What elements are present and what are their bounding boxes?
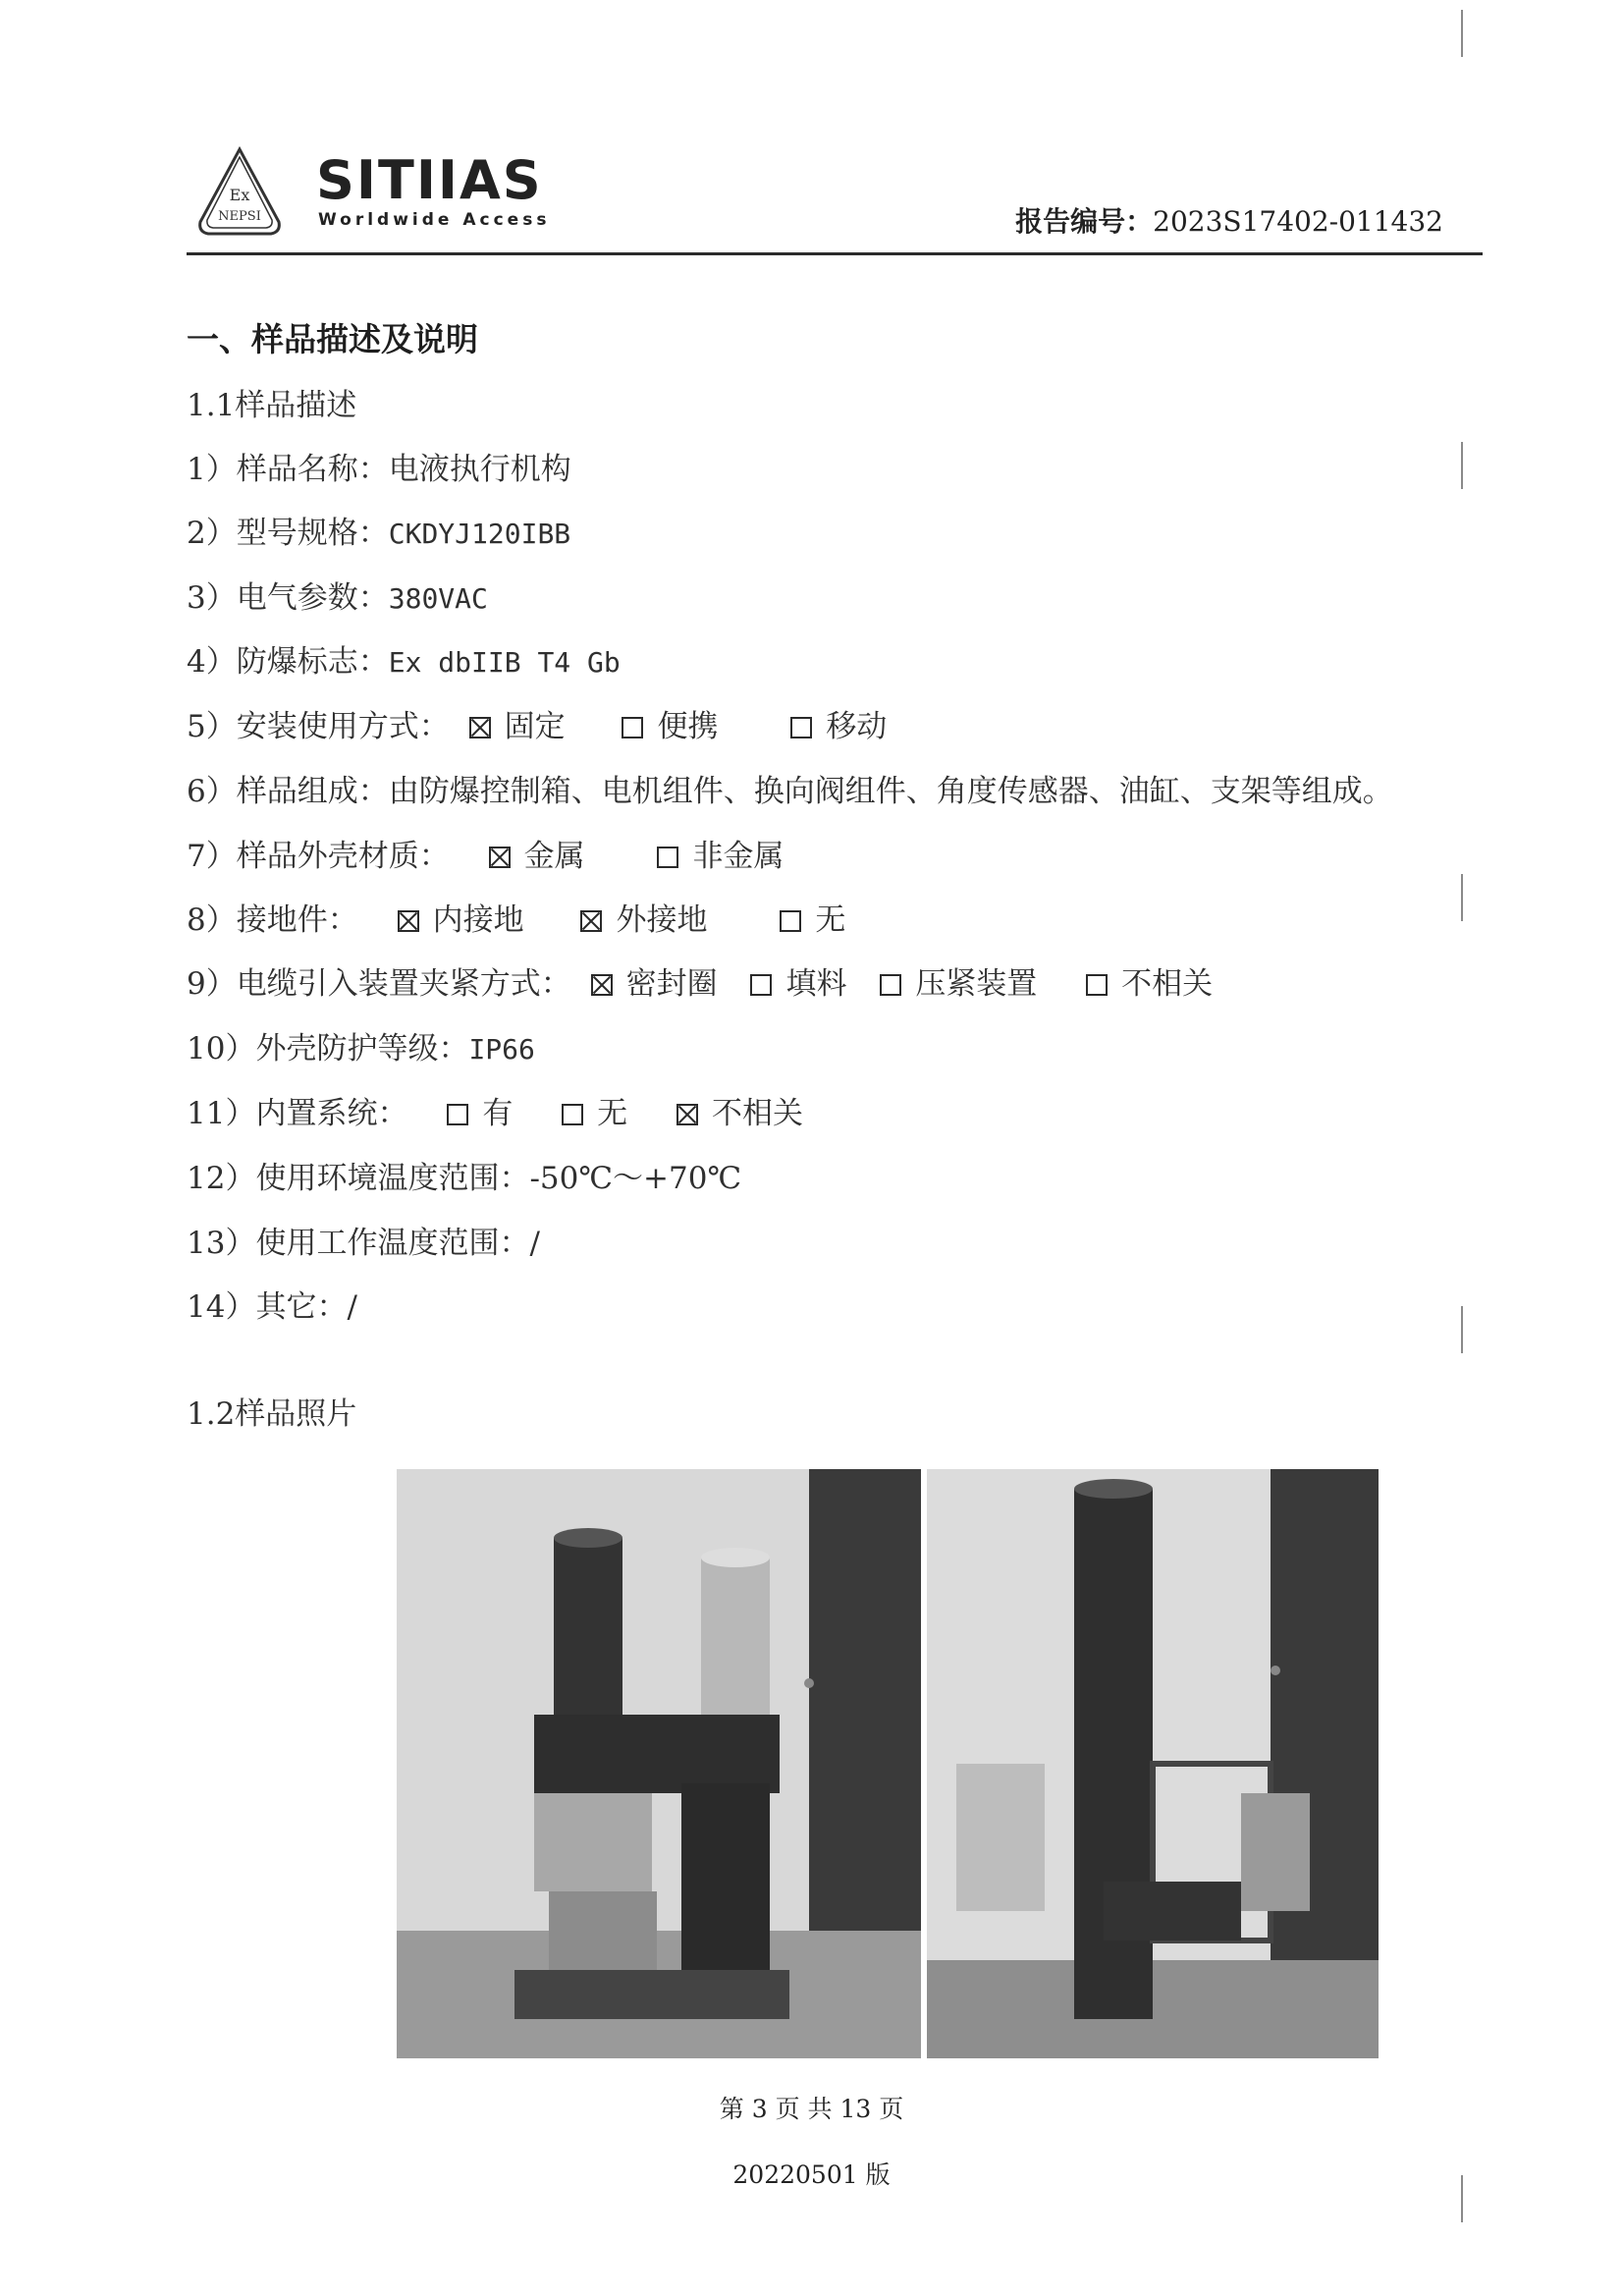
item-working-temperature	[187, 1218, 540, 1262]
item-sample-name	[187, 444, 571, 488]
option-mobile: 移动	[790, 701, 887, 745]
item-electrical-params	[187, 573, 488, 617]
brand-logo	[316, 149, 552, 238]
item-label: 14）其它：	[187, 1289, 348, 1325]
version-stamp: 20220501 版	[732, 2160, 891, 2189]
item-value: -50℃～+70℃	[529, 1161, 742, 1196]
header-divider	[187, 252, 1483, 255]
scan-artifact	[1461, 442, 1463, 489]
subsection-sample-photos: 1.2样品照片	[187, 1396, 357, 1432]
item-label: 6）样品组成：	[187, 774, 389, 809]
item-value: 由防爆控制箱、电机组件、换向阀组件、角度传感器、油缸、支架等组成。	[388, 774, 1393, 809]
checkbox-unchecked	[1086, 974, 1108, 996]
item-model	[187, 508, 570, 552]
option-compression-device: 压紧装置	[880, 958, 1037, 1003]
item-label: 11）内置系统：	[187, 1096, 408, 1131]
svg-text:NEPSI: NEPSI	[218, 209, 261, 224]
scan-artifact	[1461, 874, 1463, 921]
checkbox-unchecked	[657, 847, 678, 868]
item-label: 7）样品外壳材质：	[187, 839, 450, 874]
option-metal: 金属	[489, 831, 585, 875]
checkbox-unchecked	[750, 974, 772, 996]
option-not-applicable: 不相关	[1086, 958, 1213, 1003]
scan-artifact	[1461, 1306, 1463, 1353]
checkbox-unchecked	[880, 974, 901, 996]
item-value: Ex dbIIB T4 Gb	[388, 646, 621, 679]
item-value: IP66	[468, 1033, 535, 1066]
item-label: 13）使用工作温度范围：	[187, 1226, 530, 1261]
option-portable: 便携	[622, 701, 718, 745]
item-enclosure-material	[187, 831, 784, 875]
checkbox-unchecked	[622, 717, 643, 738]
option-fixed: 固定	[469, 701, 566, 745]
item-ip-rating	[187, 1023, 535, 1067]
checkbox-unchecked	[447, 1104, 468, 1125]
item-label: 2）型号规格：	[187, 516, 389, 551]
item-label: 3）电气参数：	[187, 580, 389, 616]
checkbox-checked	[591, 974, 613, 996]
sample-photo-side	[927, 1469, 1379, 2058]
page-number: 第 3 页 共 13 页	[719, 2095, 904, 2123]
item-value: 380VAC	[388, 582, 488, 615]
report-number-value: 2023S17402-011432	[1153, 205, 1443, 238]
checkbox-checked	[398, 910, 419, 932]
item-sample-composition	[187, 766, 1393, 810]
checkbox-unchecked	[562, 1104, 583, 1125]
item-ambient-temperature	[187, 1153, 741, 1197]
option-no: 无	[562, 1088, 627, 1132]
item-explosion-mark	[187, 636, 621, 681]
checkbox-unchecked	[780, 910, 801, 932]
option-none: 无	[780, 895, 845, 939]
sample-photo-front	[397, 1469, 921, 2058]
item-label: 8）接地件：	[187, 902, 358, 938]
option-packing: 填料	[750, 958, 846, 1003]
section-title: 一、样品描述及说明	[187, 320, 478, 358]
subsection-sample-description: 1.1样品描述	[187, 388, 357, 423]
item-built-in-system	[187, 1088, 803, 1132]
brand-tagline: Worldwide Access	[318, 210, 551, 230]
item-other	[187, 1282, 357, 1326]
report-number	[1015, 200, 1443, 240]
checkbox-checked	[580, 910, 602, 932]
actuator-photo-side-image	[927, 1469, 1379, 2058]
brand-name: SITIIAS	[316, 149, 543, 211]
item-grounding	[187, 895, 845, 939]
checkbox-unchecked	[790, 717, 812, 738]
actuator-photo-front-image	[397, 1469, 921, 2058]
item-label: 12）使用环境温度范围：	[187, 1161, 530, 1196]
checkbox-checked	[469, 717, 491, 738]
svg-text:Ex: Ex	[229, 186, 250, 204]
report-number-label: 报告编号：	[1015, 205, 1154, 238]
item-label: 5）安装使用方式：	[187, 709, 450, 744]
option-internal-ground: 内接地	[398, 895, 524, 939]
item-label: 9）电缆引入装置夹紧方式：	[187, 966, 571, 1002]
item-value: /	[529, 1226, 540, 1261]
option-yes: 有	[447, 1088, 513, 1132]
item-label: 1）样品名称：	[187, 452, 389, 487]
checkbox-checked	[489, 847, 511, 868]
option-not-applicable: 不相关	[676, 1088, 803, 1132]
item-value: /	[347, 1289, 357, 1325]
checkbox-checked	[676, 1104, 698, 1125]
item-value: CKDYJ120IBB	[388, 518, 571, 550]
option-nonmetal: 非金属	[657, 831, 784, 875]
option-seal-ring: 密封圈	[591, 958, 718, 1003]
item-value: 电液执行机构	[388, 452, 571, 487]
item-label: 4）防爆标志：	[187, 644, 389, 680]
ex-nepsi-seal-logo	[196, 145, 283, 240]
item-installation-mode	[187, 701, 887, 745]
scan-artifact	[1461, 2175, 1463, 2222]
scan-artifact	[1461, 10, 1463, 57]
item-cable-entry-clamping	[187, 958, 1213, 1003]
option-external-ground: 外接地	[580, 895, 707, 939]
item-label: 10）外壳防护等级：	[187, 1031, 469, 1066]
